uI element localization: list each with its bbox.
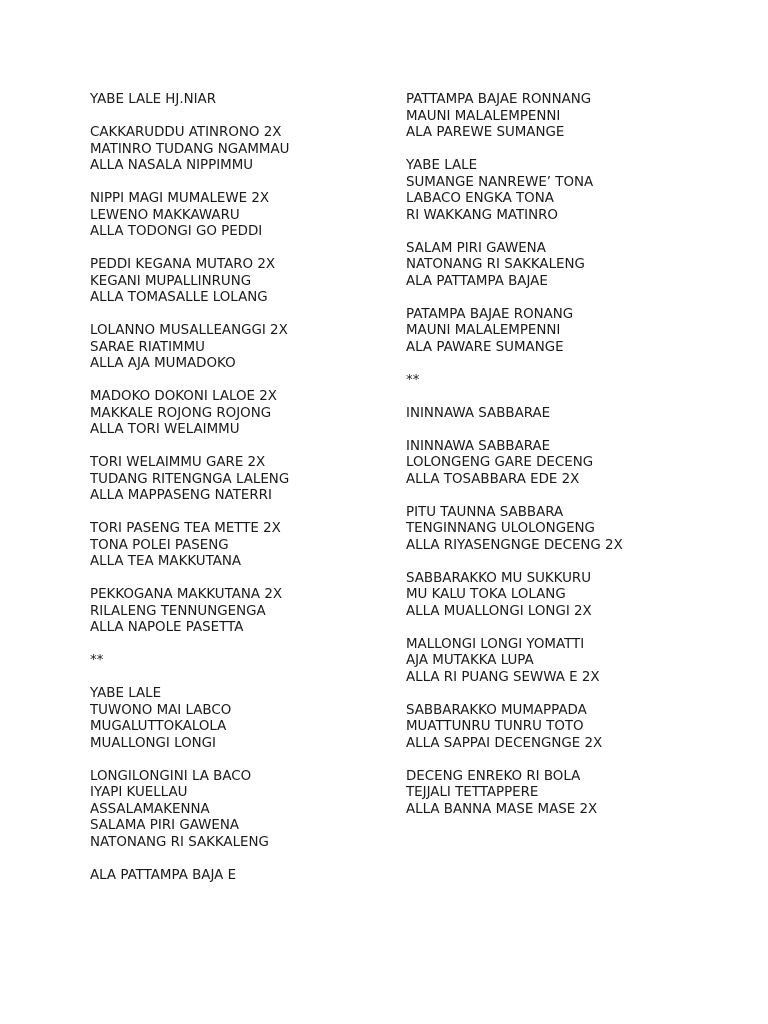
- stanza: [406, 505, 746, 555]
- lyric-line: PEDDI KEGANA MUTARO 2X: [90, 257, 276, 272]
- stanza: [406, 373, 746, 390]
- lyrics-column-right: [406, 92, 746, 835]
- lyric-line: RILALENG TENNUNGENGA: [90, 603, 266, 619]
- stanza: [90, 92, 390, 109]
- lyric-line: SABBARAKKO MUMAPPADA: [406, 702, 587, 718]
- stanza: [406, 406, 746, 423]
- stanza: [406, 769, 746, 819]
- lyric-line: MAUNI MALALEMPENNI: [406, 108, 561, 124]
- lyric-line: ALLA BANNA MASE MASE 2X: [406, 801, 598, 817]
- lyric-line: AJA MUTAKKA LUPA: [406, 653, 534, 668]
- lyric-line: TORI PASENG TEA METTE 2X: [90, 521, 281, 536]
- lyric-line: PATTAMPA BAJAE RONNANG: [406, 92, 592, 107]
- lyric-line: ALLA NASALA NIPPIMMU: [90, 158, 254, 173]
- stanza: [90, 868, 390, 885]
- lyric-line: ININNAWA SABBARAE: [406, 405, 551, 421]
- stanza: [406, 158, 746, 224]
- lyric-line: **: [406, 372, 420, 388]
- stanza: [90, 257, 390, 307]
- lyric-line: ALLA MAPPASENG NATERRI: [90, 488, 272, 503]
- lyric-line: DECENG ENREKO RI BOLA: [406, 768, 581, 784]
- lyric-line: TEJJALI TETTAPPERE: [406, 785, 539, 800]
- lyric-line: ALA PAREWE SUMANGE: [406, 125, 565, 140]
- stanza: [406, 637, 746, 687]
- lyric-line: RI WAKKANG MATINRO: [406, 207, 558, 223]
- stanza: [90, 521, 390, 571]
- lyric-line: CAKKARUDDU ATINRONO 2X: [90, 125, 282, 140]
- lyric-line: LONGILONGINI LA BACO: [90, 768, 252, 784]
- lyric-line: SALAMA PIRI GAWENA: [90, 818, 240, 833]
- lyric-line: ALLA AJA MUMADOKO: [90, 356, 236, 371]
- stanza: [90, 769, 390, 852]
- stanza: [406, 703, 746, 753]
- lyric-line: MAUNI MALALEMPENNI: [406, 323, 561, 338]
- lyric-line: ALA PATTAMPA BAJAE: [406, 273, 548, 289]
- lyric-line: MU KALU TOKA LOLANG: [406, 587, 566, 602]
- lyric-line: PATAMPA BAJAE RONANG: [406, 306, 574, 322]
- lyric-line: LOLONGENG GARE DECENG: [406, 455, 594, 470]
- lyric-line: ALLA TODONGI GO PEDDI: [90, 224, 263, 239]
- lyric-line: PEKKOGANA MAKKUTANA 2X: [90, 587, 283, 602]
- lyric-line: TORI WELAIMMU GARE 2X: [90, 455, 266, 470]
- lyric-line: SALAM PIRI GAWENA: [406, 240, 546, 256]
- lyric-line: LOLANNO MUSALLEANGGI 2X: [90, 323, 288, 338]
- lyric-line: ASSALAMAKENNA: [90, 801, 210, 817]
- lyric-line: ALA PATTAMPA BAJA E: [90, 867, 237, 883]
- lyric-line: LABACO ENGKA TONA: [406, 191, 554, 206]
- lyric-line: SUMANGE NANREWE’ TONA: [406, 174, 594, 190]
- stanza: [90, 125, 390, 175]
- lyric-line: MADOKO DOKONI LALOE 2X: [90, 389, 277, 404]
- lyric-line: MATINRO TUDANG NGAMMAU: [90, 141, 290, 157]
- stanza: [90, 686, 390, 752]
- lyric-line: TONA POLEI PASENG: [90, 537, 229, 553]
- lyric-line: TENGINNANG ULOLONGENG: [406, 521, 595, 536]
- stanza: [90, 389, 390, 439]
- lyric-line: YABE LALE HJ.NIAR: [90, 92, 217, 107]
- lyric-line: ALLA TOSABBARA EDE 2X: [406, 471, 580, 487]
- lyric-line: MUGALUTTOKALOLA: [90, 719, 227, 734]
- lyric-line: ALLA MUALLONGI LONGI 2X: [406, 603, 592, 619]
- stanza: [90, 323, 390, 373]
- stanza: [406, 241, 746, 291]
- lyric-line: ALLA TORI WELAIMMU: [90, 422, 240, 437]
- lyric-line: ALLA TOMASALLE LOLANG: [90, 290, 268, 305]
- lyric-line: IYAPI KUELLAU: [90, 785, 188, 800]
- lyric-line: TUDANG RITENGNGA LALENG: [90, 471, 290, 487]
- stanza: [406, 439, 746, 489]
- lyric-line: TUWONO MAI LABCO: [90, 702, 232, 718]
- lyric-line: MALLONGI LONGI YOMATTI: [406, 636, 585, 652]
- lyric-line: **: [90, 653, 104, 668]
- lyric-line: MUALLONGI LONGI: [90, 735, 216, 751]
- lyric-line: ALA PAWARE SUMANGE: [406, 339, 564, 355]
- lyrics-column-left: [90, 92, 390, 901]
- lyric-line: PITU TAUNNA SABBARA: [406, 504, 564, 520]
- lyric-line: NATONANG RI SAKKALENG: [406, 257, 585, 272]
- lyric-line: ALLA RI PUANG SEWWA E 2X: [406, 669, 600, 685]
- lyric-line: YABE LALE: [90, 686, 162, 701]
- stanza: [406, 307, 746, 357]
- stanza: [90, 653, 390, 670]
- lyric-line: KEGANI MUPALLINRUNG: [90, 273, 252, 289]
- lyric-line: YABE LALE: [406, 158, 478, 173]
- lyric-line: ALLA SAPPAI DECENGNGE 2X: [406, 735, 603, 751]
- stanza: [90, 455, 390, 505]
- lyric-line: MUATTUNRU TUNRU TOTO: [406, 719, 584, 734]
- lyric-line: NIPPI MAGI MUMALEWE 2X: [90, 191, 270, 206]
- stanza: [90, 587, 390, 637]
- lyric-line: ALLA TEA MAKKUTANA: [90, 554, 242, 569]
- lyric-line: SABBARAKKO MU SUKKURU: [406, 570, 592, 586]
- lyric-line: SARAE RIATIMMU: [90, 339, 205, 355]
- lyric-line: ALLA NAPOLE PASETTA: [90, 620, 244, 635]
- lyric-line: NATONANG RI SAKKALENG: [90, 834, 269, 850]
- lyric-line: ALLA RIYASENGNGE DECENG 2X: [406, 537, 623, 553]
- lyric-line: ININNAWA SABBARAE: [406, 438, 551, 454]
- stanza: [90, 191, 390, 241]
- stanza: [406, 571, 746, 621]
- lyric-line: LEWENO MAKKAWARU: [90, 207, 240, 223]
- lyric-line: MAKKALE ROJONG ROJONG: [90, 405, 272, 421]
- stanza: [406, 92, 746, 142]
